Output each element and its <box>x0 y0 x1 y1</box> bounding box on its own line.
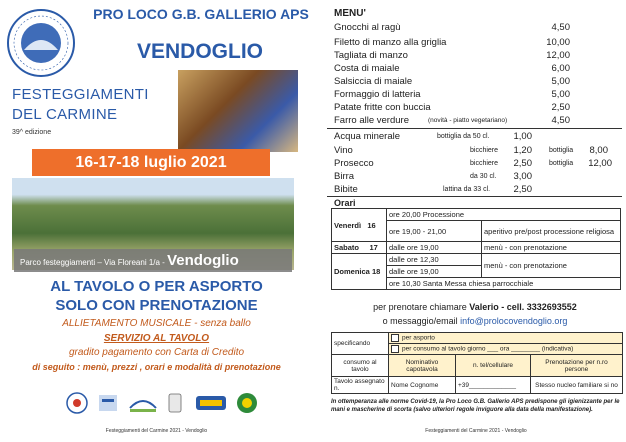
drink-price: 1,00 <box>513 131 532 142</box>
booking-contact: per prenotare chiamare Valerio - cell. 3332693552 <box>373 302 577 312</box>
schedule-cell: aperitivo pre/post processione religiosa <box>482 221 621 242</box>
schedule-table <box>331 208 621 290</box>
address-town: Vendoglio <box>167 252 239 269</box>
madonna-image <box>178 70 298 152</box>
festival-title-line2: DEL CARMINE <box>12 106 118 123</box>
drink-price2: 8,00 <box>589 145 608 156</box>
schedule-cell: ore 19,00 - 21,00 <box>387 221 482 242</box>
menu-title: MENU' <box>334 8 366 19</box>
drink-qty: lattina da 33 cl. <box>443 186 491 193</box>
edition-label: 39^ edizione <box>12 129 52 136</box>
divider <box>327 128 622 129</box>
menu-item-price: 10,00 <box>546 37 570 48</box>
sponsor-logo-3 <box>128 390 158 416</box>
drink-item: Bibite <box>334 184 358 195</box>
table-number-field[interactable]: Tavolo assegnato n. <box>332 377 389 394</box>
form-label: specificando <box>332 333 389 355</box>
name-field[interactable]: Nome Cognome <box>389 377 456 394</box>
date-banner: 16-17-18 luglio 2021 <box>32 149 270 176</box>
drink-price: 3,00 <box>513 171 532 182</box>
menu-item: Tagliata di manzo <box>334 50 408 61</box>
address-banner <box>14 249 292 272</box>
schedule-day: Domenica 18 <box>332 254 387 290</box>
sponsor-logo-4 <box>166 390 184 416</box>
schedule-day: Venerdì 16 <box>332 209 387 242</box>
form-header: n. tel/cellulare <box>456 355 531 377</box>
menu-item: Filetto di manzo alla griglia <box>334 37 447 48</box>
music-line: ALLIETAMENTO MUSICALE - senza ballo <box>62 318 251 329</box>
address-text: Parco festeggiamenti – Via Floreani 1/a - <box>20 258 165 267</box>
phone-field[interactable]: +39_____________ <box>456 377 531 394</box>
menu-item-price: 2,50 <box>551 102 570 113</box>
menu-item-price: 4,50 <box>551 22 570 33</box>
sponsor-logo-1 <box>66 390 88 416</box>
details-line: di seguito : menù, prezzi , orari e modalità di prenotazione <box>32 362 281 372</box>
schedule-cell: ore 10,30 Santa Messa chiesa parrocchiale <box>387 278 621 290</box>
contact-phone: Valerio - cell. 3332693552 <box>469 302 577 312</box>
menu-item-price: 6,00 <box>551 63 570 74</box>
drink-price: 2,50 <box>513 158 532 169</box>
menu-item: Gnocchi al ragù <box>334 22 401 33</box>
takeaway-option[interactable]: per asporto <box>389 333 623 344</box>
schedule-cell: dalle ore 12,30 <box>387 254 482 266</box>
pro-loco-logo <box>6 8 76 78</box>
schedule-cell: dalle ore 19,00 <box>387 266 482 278</box>
menu-item-note: (novità - piatto vegetariano) <box>428 117 508 124</box>
form-header: Nominativo capotavola <box>389 355 456 377</box>
schedule-cell: dalle ore 19,00 <box>387 242 482 254</box>
drink-item: Prosecco <box>334 158 374 169</box>
table-checkbox[interactable] <box>391 345 399 353</box>
drink-qty: da 30 cl. <box>470 173 497 180</box>
payment-line: gradito pagamento con Carta di Credito <box>68 347 245 358</box>
drink-price: 1,20 <box>513 145 532 156</box>
booking-required-line: SOLO CON PRENOTAZIONE <box>55 297 258 314</box>
drink-qty: bicchiere <box>470 147 499 154</box>
drink-qty2: bottiglia <box>549 160 574 167</box>
footer-left: Festeggiamenti del Carmine 2021 - Vendoglio <box>105 428 208 434</box>
drink-price: 2,50 <box>513 184 532 195</box>
sponsor-logo-6 <box>236 390 258 416</box>
table-service-line: SERVIZIO AL TAVOLO <box>103 333 210 344</box>
menu-item: Salsiccia di maiale <box>334 76 413 87</box>
menu-item: Patate fritte con buccia <box>334 102 431 113</box>
menu-item-price: 5,00 <box>551 89 570 100</box>
drink-item: Acqua minerale <box>334 131 401 142</box>
town-title: VENDOGLIO <box>136 40 263 63</box>
schedule-cell: ore 20,00 Processione <box>387 209 621 221</box>
divider <box>327 196 622 197</box>
drink-qty: bottiglia da 50 cl. <box>437 133 490 140</box>
sponsor-logo-5 <box>194 390 228 416</box>
menu-item-price: 12,00 <box>546 50 570 61</box>
form-header: Prenotazione per n.ro persone <box>531 355 623 377</box>
menu-item-price: 5,00 <box>551 76 570 87</box>
menu-item-price: 4,50 <box>551 115 570 126</box>
menu-item: Formaggio di latteria <box>334 89 421 100</box>
menu-item: Costa di maiale <box>334 63 400 74</box>
orari-title: Orari <box>334 198 356 208</box>
takeaway-checkbox[interactable] <box>391 334 399 342</box>
covid-note: In ottemperanza alle norme Covid-19, la Pro Loco G.B. Gallerio APS predispone gli igienizzante per le mani e mascherine di scorta (salvo ulteriori regole inviguore alla data della manifestazione). <box>331 399 620 413</box>
booking-email-line: o messaggio/email info@prolocovendoglio.org <box>382 316 568 326</box>
form-header: consumo al tavolo <box>332 355 389 377</box>
organization-name: PRO LOCO G.B. GALLERIO APS <box>93 6 309 22</box>
service-mode-line: AL TAVOLO O PER ASPORTO <box>50 278 263 295</box>
family-field[interactable]: Stesso nucleo familiare si no <box>531 377 623 394</box>
contact-email[interactable]: info@prolocovendoglio.org <box>460 316 568 326</box>
drink-item: Vino <box>334 145 353 156</box>
menu-item: Farro alle verdure <box>334 115 409 126</box>
schedule-cell: menù - con prenotazione <box>482 254 621 278</box>
booking-form <box>331 332 623 394</box>
drink-price2: 12,00 <box>588 158 612 169</box>
sponsor-logo-2 <box>96 390 120 416</box>
schedule-day: Sabato 17 <box>332 242 387 254</box>
drink-qty: bicchiere <box>470 160 499 167</box>
drink-item: Birra <box>334 171 355 182</box>
drink-qty2: bottiglia <box>549 147 574 154</box>
festival-title-line1: FESTEGGIAMENTI <box>12 86 149 103</box>
table-option[interactable]: per consumo al tavolo giorno ___ ora ________ (indicativa) <box>389 344 623 355</box>
footer-right: Festeggiamenti del Carmine 2021 - Vendoglio <box>425 428 527 434</box>
schedule-cell: menù - con prenotazione <box>482 242 621 254</box>
